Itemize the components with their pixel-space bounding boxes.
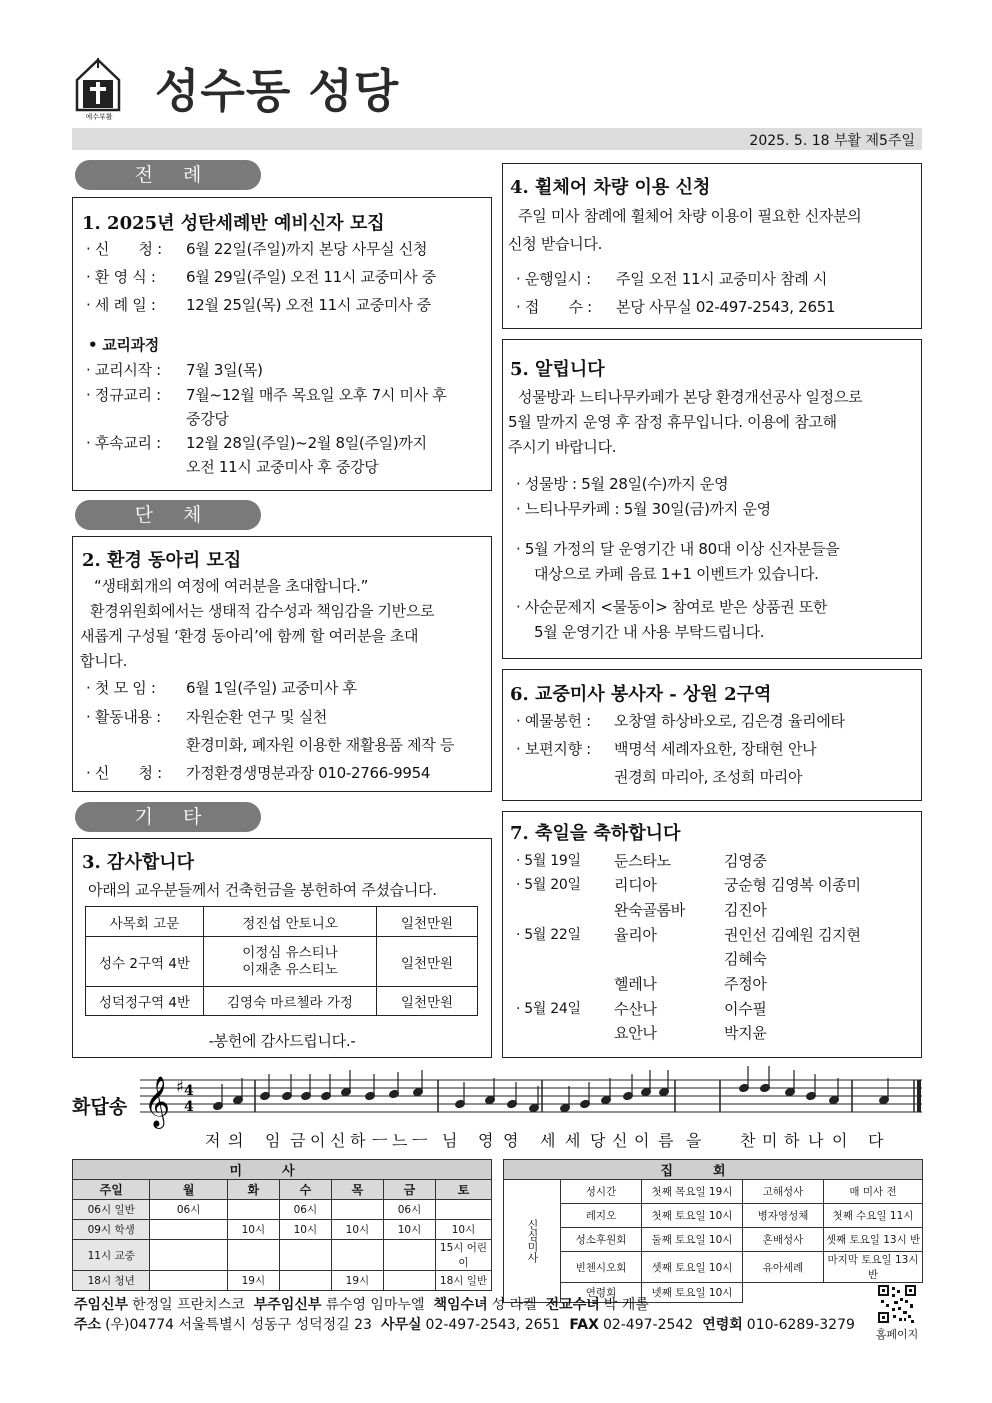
lyric-syllable: 영 [503,1131,519,1150]
lyric-syllable: 하 [350,1131,366,1150]
feast-date: · 5월 24일 [516,1001,581,1017]
course-value: 7월~12월 매주 목요일 오후 7시 미사 후 [186,386,447,404]
mass-cell [331,1200,383,1220]
mass-day-header: 금 [383,1180,435,1200]
mass-cell [279,1240,331,1271]
footer-value: 010-6289-3279 [746,1317,855,1333]
mass-day-header: 화 [227,1180,279,1200]
lyric-syllable: 이 [832,1131,848,1150]
feast-names: 김혜숙 [724,950,767,968]
lyric-syllable: 당 [590,1131,606,1150]
footer-value: 류수영 임마누엘 [325,1297,425,1313]
mass-time-label: 18시 청년 [73,1271,150,1291]
sacrament-name [743,1283,824,1303]
lyric-syllable: 을 [686,1131,702,1150]
lyric-syllable: 임 [265,1131,281,1150]
footer-key: 전교수녀 [545,1297,600,1313]
thanks-group: 성수 2구역 4반 [86,937,204,987]
notice-2-row-label: · 활동내용 : [86,708,161,726]
footer-line [74,1314,864,1334]
footer-key: 책임수녀 [433,1297,488,1313]
mass-time-label: 11시 교중 [73,1240,150,1271]
meeting-time: 셋째 토요일 10시 [642,1252,743,1283]
mass-cell: 06시 [279,1200,331,1220]
qr-code-icon [878,1285,916,1323]
lyric-syllable: 금 [290,1131,306,1150]
mass-cell [227,1200,279,1220]
notice-2-row-label: · 신 청 : [86,764,162,782]
notice-6-heading: 6. 교중미사 봉사자 - 상원 2구역 [510,684,772,705]
notice-4-row-value: 주일 오전 11시 교중미사 참례 시 [616,270,828,288]
lyric-syllable: 세 [540,1131,556,1150]
notice-1-row-label: · 환 영 식 : [86,268,156,286]
lyric-syllable: ㅡ [372,1131,388,1150]
feast-names: 권인선 김예원 김지현 [724,926,861,944]
lyric-syllable: 하 [784,1131,800,1150]
notice-5-item: 대상으로 카페 음료 1+1 이벤트가 있습니다. [534,565,819,583]
meeting-time: 첫째 목요일 19시 [642,1180,743,1204]
mass-cell [383,1271,435,1291]
notice-5-heading: 5. 알립니다 [510,359,605,380]
mass-day-header: 토 [436,1180,492,1200]
treble-clef-icon: 𝄞 [144,1076,171,1127]
meeting-name: 연령회 [561,1283,642,1303]
feast-date: · 5월 20일 [516,877,581,893]
mass-cell [227,1240,279,1271]
meeting-name: 성시간 [561,1180,642,1204]
footer-line [74,1294,658,1314]
mass-cell: 06시 [383,1200,435,1220]
lyric-syllable: 저 [205,1131,221,1150]
sacrament-name: 혼배성사 [743,1228,824,1252]
lyric-syllable: 다 [868,1131,884,1150]
mass-cell [150,1220,227,1240]
mass-cell: 19시 [331,1271,383,1291]
lyric-syllable: 찬 [740,1131,756,1150]
mass-cell: 18시 일반 [436,1271,492,1291]
notice-6-row-value: 권경희 마리아, 조성희 마리아 [614,768,803,786]
notice-5-item: · 사순문제지 <물동이> 참여로 받은 상품권 또한 [516,598,828,616]
notice-4-heading: 4. 휠체어 차량 이용 신청 [510,177,711,198]
sacrament-time: 셋째 토요일 13시 반 [824,1228,923,1252]
thanks-group: 사목회 고문 [86,907,204,937]
footer-value: 성 라켈 [491,1297,537,1313]
thanks-names [204,937,377,987]
notice-2-body: 새롭게 구성될 ‘환경 동아리’에 함께 할 여러분을 초대 [80,627,419,645]
notice-3-intro: 아래의 교우분들께서 건축헌금을 봉헌하여 주셨습니다. [88,881,437,899]
lyric-syllable: 이 [634,1131,650,1150]
mass-cell: 19시 [227,1271,279,1291]
feast-date: · 5월 22일 [516,927,581,943]
footer-key: 주소 [74,1317,102,1333]
logo-caption: 예수부활 [85,113,113,121]
lyric-syllable: 님 [442,1131,458,1150]
notice-1-subheading: • 교리과정 [88,336,159,354]
mass-cell: 06시 [150,1200,227,1220]
mass-time-label: 06시 일반 [73,1200,150,1220]
notice-2-body: 환경위원회에서는 생태적 감수성과 책임감을 기반으로 [90,602,435,620]
feast-names: 궁순형 김영복 이종미 [724,876,861,894]
lyric-syllable: ㅡ [412,1131,428,1150]
notice-4-row-value: 본당 사무실 02-497-2543, 2651 [616,298,836,316]
feast-names: 김진아 [724,901,767,919]
lyric-syllable: 의 [228,1131,244,1150]
notice-4-body: 주일 미사 참례에 휠체어 차량 이용이 필요한 신자분의 [518,207,862,225]
footer-key: 주임신부 [74,1297,129,1313]
footer-value: 02-497-2542 [602,1317,694,1333]
date-line: 2025. 5. 18 부활 제5주일 [749,133,915,149]
notice-4-row-label: · 접 수 : [516,298,592,316]
notice-1-row-value: 6월 22일(주일)까지 본당 사무실 신청 [186,240,428,258]
notice-3-closing: -봉헌에 감사드립니다.- [208,1032,356,1050]
mass-cell [436,1200,492,1220]
lyric-syllable: 름 [658,1131,674,1150]
feast-saint: 율리아 [614,926,657,944]
meeting-name: 빈첸시오회 [561,1252,642,1283]
notice-4-row-label: · 운행일시 : [516,270,591,288]
mass-day-header: 주일 [73,1180,150,1200]
notice-5-body: 주시기 바랍니다. [508,438,617,456]
thanks-names: 김영숙 마르첼라 가정 [204,987,377,1016]
hymn-label: 화답송 [72,1096,128,1118]
mass-cell: 10시 [331,1220,383,1240]
sharp-icon: ♯ [176,1077,184,1096]
mass-cell [150,1271,227,1291]
course-value: 7월 3일(목) [186,361,263,379]
notice-6-row-value: 오창열 하상바오로, 김은경 율리에타 [614,712,845,730]
thanks-name: 이정심 유스티나 [242,944,338,961]
notice-2-row-value: 6월 1일(주일) 교중미사 후 [186,679,357,697]
mass-cell: 10시 [436,1220,492,1240]
notice-5-item: · 5월 가정의 달 운영기간 내 80대 이상 신자분들을 [516,540,840,558]
notice-5-body: 성물방과 느티나무카페가 본당 환경개선공사 일정으로 [518,388,863,406]
mass-cell [331,1240,383,1271]
feast-names: 김영중 [724,852,767,870]
notice-2-row-label: · 첫 모 임 : [86,679,156,697]
feast-names: 박지윤 [724,1024,767,1042]
feast-saint: 완숙골롬바 [614,901,685,919]
mass-schedule [72,1159,492,1291]
lyric-syllable: 신 [330,1131,346,1150]
course-value-2: 중강당 [186,410,229,428]
page-title: 성수동 성당 [155,64,400,118]
hymn-staff [140,1066,925,1130]
notice-4-body: 신청 받습니다. [508,235,603,253]
meeting-time: 넷째 토요일 10시 [642,1283,743,1303]
notice-1-heading: 1. 2025년 성탄세례반 예비신자 모집 [82,213,385,234]
meeting-schedule [503,1159,923,1303]
section-groups: 단체 [75,500,261,530]
church-icon [75,58,121,120]
mass-cell: 15시 어린이 [436,1240,492,1271]
notice-5-item: · 성물방 : 5월 28일(수)까지 운영 [516,475,729,493]
notice-2-quote: “생태회개의 여정에 여러분을 초대합니다.” [94,577,369,595]
footer-value: (우)04774 서울특별시 성동구 성덕정길 23 [105,1317,372,1333]
notice-2-row-value: 가정환경생명분과장 010-2766-9954 [186,764,431,782]
footer-key: 부주임신부 [253,1297,322,1313]
lyric-syllable: 신 [612,1131,628,1150]
footer-key: 사무실 [380,1317,422,1333]
course-label: · 교리시작 : [86,361,161,379]
mass-cell [383,1240,435,1271]
meeting-time: 첫째 토요일 10시 [642,1204,743,1228]
lyric-syllable: 세 [565,1131,581,1150]
lyric-syllable: 이 [310,1131,326,1150]
qr-caption: 홈페이지 [875,1328,919,1341]
notice-5-body: 5월 말까지 운영 후 잠정 휴무입니다. 이용에 참고해 [508,413,837,431]
notice-7-heading: 7. 축일을 축하합니다 [510,823,681,844]
sacrament-time: 첫째 수요일 11시 [824,1204,923,1228]
meeting-name: 레지오 [561,1204,642,1228]
thanks-amount: 일천만원 [377,907,478,937]
meetings-side-label: 신심미사 [504,1180,561,1303]
feast-saint: 요안나 [614,1024,657,1042]
qr-code[interactable] [878,1285,916,1323]
notice-6-row-value: 백명석 세례자요한, 장태현 안나 [614,740,817,758]
mass-day-header: 수 [279,1180,331,1200]
mass-cell [279,1271,331,1291]
notice-1-row-label: · 세 례 일 : [86,296,156,314]
mass-cell: 10시 [279,1220,331,1240]
lyric-syllable: 느 [392,1131,408,1150]
lyric-syllable: 미 [762,1131,778,1150]
footer-value: 02-497-2543, 2651 [425,1317,561,1333]
feast-saint: 리디아 [614,876,657,894]
meeting-name: 성소후원회 [561,1228,642,1252]
mass-time-label: 09시 학생 [73,1220,150,1240]
footer-key: FAX [569,1317,599,1333]
notice-1-row-value: 6월 29일(주일) 오전 11시 교중미사 중 [186,268,436,286]
footer-value: 박 캐롤 [603,1297,649,1313]
sacrament-time: 마지막 토요일 13시 반 [824,1252,923,1283]
footer-value: 한정일 프란치스코 [132,1297,245,1313]
thanks-name: 이재춘 유스티노 [242,961,338,978]
mass-day-header: 월 [150,1180,227,1200]
course-label: · 후속교리 : [86,434,161,452]
sacrament-time: 매 미사 전 [824,1180,923,1204]
feast-saint: 헬레나 [614,975,657,993]
feast-date: · 5월 19일 [516,853,581,869]
notice-2-row-value: 자원순환 연구 및 실천 [186,708,328,726]
notice-2-heading: 2. 환경 동아리 모집 [82,550,242,571]
lyric-syllable: 영 [478,1131,494,1150]
sacrament-name: 고해성사 [743,1180,824,1204]
mass-cell: 10시 [227,1220,279,1240]
sacrament-name: 병자영성체 [743,1204,824,1228]
notice-5-item: · 느티나무카페 : 5월 30일(금)까지 운영 [516,500,771,518]
church-logo [75,58,121,120]
mass-title: 미사 [73,1160,492,1180]
thanks-group: 성덕정구역 4반 [86,987,204,1016]
course-value: 12월 28일(주일)~2월 8일(주일)까지 [186,434,427,452]
thanks-names: 정진섭 안토니오 [204,907,377,937]
mass-cell: 10시 [383,1220,435,1240]
section-liturgy: 전례 [75,160,261,190]
notice-6-row-label: · 예물봉헌 : [516,712,591,730]
lyric-syllable: 나 [808,1131,824,1150]
notice-5-item: 5월 운영기간 내 사용 부탁드립니다. [534,623,765,641]
notice-6-row-label: · 보편지향 : [516,740,591,758]
svg-text:4: 4 [184,1099,194,1115]
thanks-amount: 일천만원 [377,937,478,987]
course-label: · 정규교리 : [86,386,161,404]
mass-cell [150,1240,227,1271]
thanks-amount: 일천만원 [377,987,478,1016]
course-value-2: 오전 11시 교중미사 후 중강당 [186,458,379,476]
notice-2-row-value: 환경미화, 폐자원 이용한 재활용품 제작 등 [186,736,455,754]
meetings-title: 집회 [504,1160,923,1180]
feast-saint: 수산나 [614,1000,657,1018]
notice-1-row-label: · 신 청 : [86,240,162,258]
meeting-time: 둘째 토요일 10시 [642,1228,743,1252]
feast-names: 이수필 [724,1000,767,1018]
sacrament-name: 유아세례 [743,1252,824,1283]
notice-2-body: 합니다. [80,652,128,670]
thanks-table [85,906,478,1016]
feast-names: 주정아 [724,975,767,993]
section-etc: 기타 [75,802,261,832]
feast-saint: 둔스타노 [614,852,671,870]
mass-day-header: 목 [331,1180,383,1200]
footer-key: 연령회 [702,1317,743,1333]
notice-3-heading: 3. 감사합니다 [82,852,194,873]
notice-1-row-value: 12월 25일(목) 오전 11시 교중미사 중 [186,296,431,314]
svg-text:4: 4 [184,1083,194,1099]
